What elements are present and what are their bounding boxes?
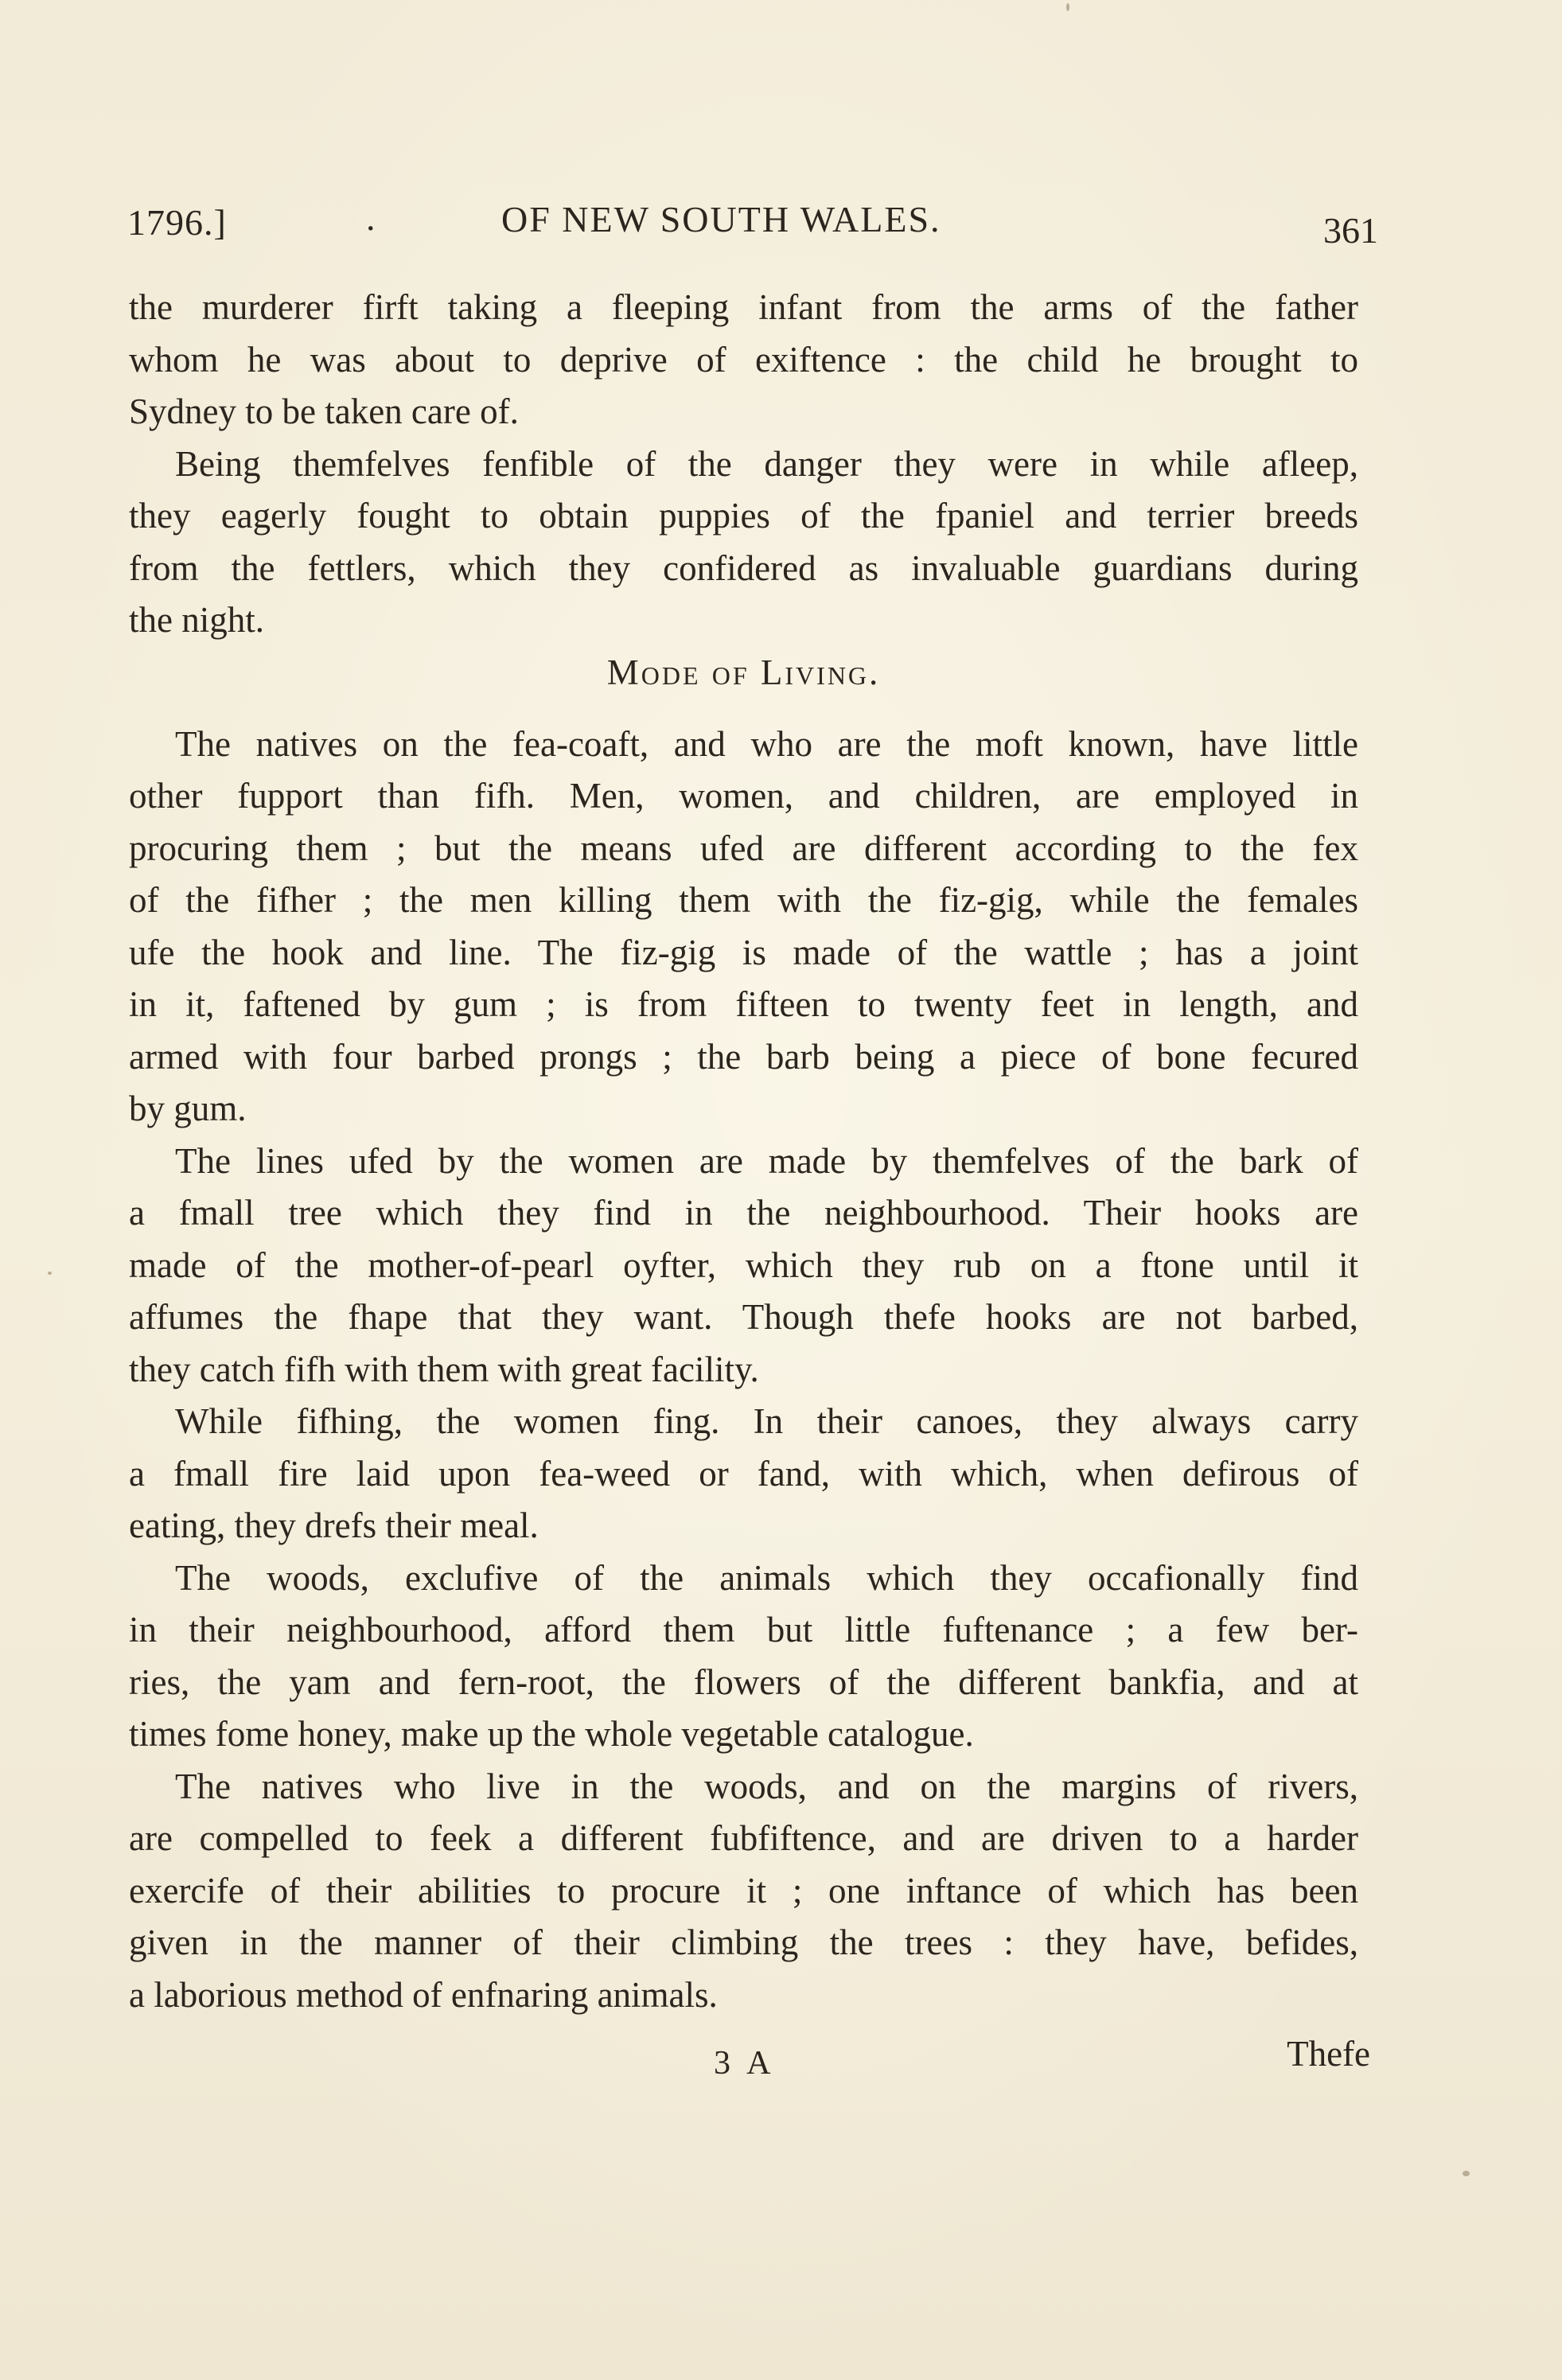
text-line: in their neighbourhood, afford them but little fuftenance ; a few ber- xyxy=(129,1610,1358,1650)
text-line: other fupport than fifh. Men, women, and children, are employed in xyxy=(129,776,1358,816)
text-line: ries, the yam and fern-root, the flowers of the different bankfia, and at xyxy=(129,1661,1358,1702)
text-line: affumes the fhape that they want. Though thefe hooks are not barbed, xyxy=(129,1297,1358,1337)
paragraph xyxy=(129,1396,1358,1552)
text-line: they catch fifh with them with great facility. xyxy=(129,1349,759,1389)
text-line: whom he was about to deprive of exiftence : the child he brought to xyxy=(129,339,1358,380)
signature-mark: 3 A xyxy=(714,2045,776,2082)
text-line: a fmall fire laid upon fea-weed or fand, with which, when defirous of xyxy=(129,1453,1358,1494)
text-line: Being themfelves fenfible of the danger they were in while afleep, xyxy=(175,443,1358,484)
header-year: 1796.] xyxy=(127,202,227,243)
section-heading: Mode of Living. xyxy=(606,652,881,692)
paragraph xyxy=(129,719,1358,1135)
text-line: eating, they drefs their meal. xyxy=(129,1506,539,1545)
text-line: the murderer firft taking a fleeping infant from the arms of the father xyxy=(129,287,1358,327)
paper-speck xyxy=(48,1272,52,1275)
page-number: 361 xyxy=(1323,210,1378,251)
header-title: OF NEW SOUTH WALES. xyxy=(501,199,941,240)
text-line: are compelled to feek a different fubfiftence, and are driven to a harder xyxy=(129,1818,1358,1858)
running-head xyxy=(127,195,1378,251)
text-line: a laborious method of enfnaring animals. xyxy=(129,1974,718,2015)
text-line: of the fifher ; the men killing them with the fiz-gig, while the females xyxy=(129,880,1358,920)
paper-speck xyxy=(1463,2171,1470,2176)
text-line: The lines ufed by the women are made by themfelves of the bark of xyxy=(175,1140,1358,1181)
header-separator-dot: . xyxy=(366,197,376,238)
text-line: Sydney to be taken care of. xyxy=(129,391,519,431)
paper-speck xyxy=(1066,3,1069,11)
text-line: in it, faftened by gum ; is from fifteen to twenty feet in length, and xyxy=(129,984,1358,1024)
paragraph xyxy=(129,1552,1358,1761)
paragraph xyxy=(129,1761,1358,2022)
text-line: The woods, exclufive of the animals which they occafionally find xyxy=(175,1557,1358,1598)
page-footer xyxy=(129,2033,1370,2081)
text-line: by gum. xyxy=(129,1089,247,1128)
text-line: procuring them ; but the means ufed are different according to the fex xyxy=(129,828,1358,868)
text-line: While fifhing, the women fing. In their canoes, they always carry xyxy=(175,1401,1358,1441)
text-line: The natives who live in the woods, and on the margins of rivers, xyxy=(175,1766,1358,1806)
text-line: exercife of their abilities to procure it ; one inftance of which has been xyxy=(129,1870,1358,1911)
text-line: they eagerly fought to obtain puppies of the fpaniel and terrier breeds xyxy=(129,496,1358,536)
text-line: a fmall tree which they find in the neighbourhood. Their hooks are xyxy=(129,1193,1358,1233)
text-line: given in the manner of their climbing the trees : they have, befides, xyxy=(129,1922,1358,1962)
text-line: the night. xyxy=(129,600,264,640)
text-line: times fome honey, make up the whole vegetable catalogue. xyxy=(129,1714,974,1754)
catchword: Thefe xyxy=(1287,2034,1370,2074)
text-line: from the fettlers, which they confidered as invaluable guardians during xyxy=(129,547,1358,588)
text-line: made of the mother-of-pearl oyfter, which they rub on a ftone until it xyxy=(129,1245,1358,1285)
paragraph xyxy=(129,282,1358,438)
main-text xyxy=(129,282,1358,2021)
paragraph xyxy=(129,1135,1358,1396)
text-line: ufe the hook and line. The fiz-gig is made of the wattle ; has a joint xyxy=(129,932,1358,972)
text-line: armed with four barbed prongs ; the barb being a piece of bone fecured xyxy=(129,1036,1358,1077)
paragraph xyxy=(129,438,1358,647)
text-line: The natives on the fea-coaft, and who are the moft known, have little xyxy=(175,723,1358,764)
